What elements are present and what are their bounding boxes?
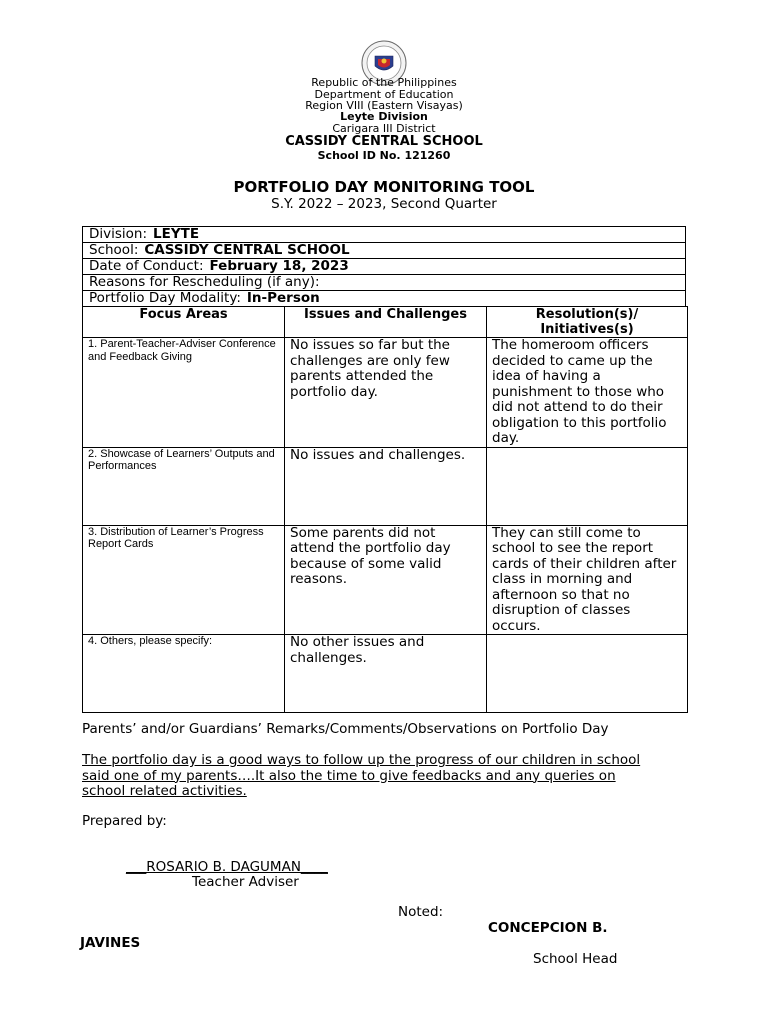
issues-cell: Some parents did not attend the portfolio day because of some valid reasons. [285, 525, 487, 635]
page-subtitle: S.Y. 2022 – 2023, Second Quarter [271, 196, 497, 212]
adviser-name: ___ROSARIO B. DAGUMAN____ [126, 859, 328, 875]
focus-areas-table [82, 306, 688, 713]
date-label: Date of Conduct: [89, 258, 204, 274]
header-focus-areas: Focus Areas [83, 307, 285, 338]
info-row-reasons [82, 274, 686, 290]
table-row [83, 525, 688, 635]
school-head-name-first: CONCEPCION B. [488, 920, 608, 936]
info-row-division [82, 226, 686, 242]
table-row [83, 447, 688, 525]
division-value: LEYTE [153, 226, 200, 242]
issues-cell: No issues and challenges. [285, 447, 487, 525]
modality-value: In-Person [246, 290, 320, 306]
prepared-by-label: Prepared by: [82, 813, 167, 829]
school-name-heading: CASSIDY CENTRAL SCHOOL [285, 134, 483, 149]
remarks-text: The portfolio day is a good ways to follow up the progress of our children in school said one of my parents….It also the time to give feedbacks and any queries on school related activities. [82, 752, 641, 799]
table-header-row [83, 307, 688, 338]
school-id: School ID No. 121260 [317, 149, 451, 162]
focus-area-cell: 4. Others, please specify: [83, 635, 285, 713]
school-head-name-last: JAVINES [80, 935, 141, 951]
header-line-district: Carigara III District [332, 122, 436, 135]
info-row-school [82, 242, 686, 258]
header-resolution: Resolution(s)/ Initiatives(s) [487, 307, 688, 338]
table-row [83, 338, 688, 448]
info-row-modality [82, 290, 686, 306]
reasons-label: Reasons for Rescheduling (if any): [89, 274, 320, 290]
issues-cell: No issues so far but the challenges are only few parents attended the portfolio day. [285, 338, 487, 448]
school-label: School: [89, 242, 139, 258]
adviser-title: Teacher Adviser [192, 874, 299, 890]
header-line-division: Leyte Division [340, 110, 428, 123]
focus-area-cell: 2. Showcase of Learners’ Outputs and Performances [83, 447, 285, 525]
noted-label: Noted: [398, 904, 444, 920]
focus-area-cell: 1. Parent-Teacher-Adviser Conference and Feedback Giving [83, 338, 285, 448]
table-row [83, 635, 688, 713]
resolution-cell [487, 635, 688, 713]
header-line-region: Region VIII (Eastern Visayas) [305, 99, 463, 112]
date-value: February 18, 2023 [209, 258, 349, 274]
school-head-title: School Head [533, 951, 618, 967]
focus-area-cell: 3. Distribution of Learner’s Progress Report Cards [83, 525, 285, 635]
remarks-heading: Parents’ and/or Guardians’ Remarks/Comments/Observations on Portfolio Day [82, 721, 609, 737]
header-line-department: Department of Education [314, 88, 454, 101]
resolution-cell [487, 447, 688, 525]
resolution-cell: They can still come to school to see the report cards of their children after class in morning and afternoon so that no disruption of classes occurs. [487, 525, 688, 635]
page-title: PORTFOLIO DAY MONITORING TOOL [233, 178, 535, 196]
info-row-date [82, 258, 686, 274]
modality-label: Portfolio Day Modality: [89, 290, 241, 306]
header-issues: Issues and Challenges [285, 307, 487, 338]
school-value: CASSIDY CENTRAL SCHOOL [144, 242, 350, 258]
header-line-republic: Republic of the Philippines [311, 76, 457, 89]
resolution-cell: The homeroom officers decided to came up the idea of having a punishment to those who did not attend to do their obligation to this portfolio day. [487, 338, 688, 448]
issues-cell: No other issues and challenges. [285, 635, 487, 713]
division-label: Division: [89, 226, 148, 242]
